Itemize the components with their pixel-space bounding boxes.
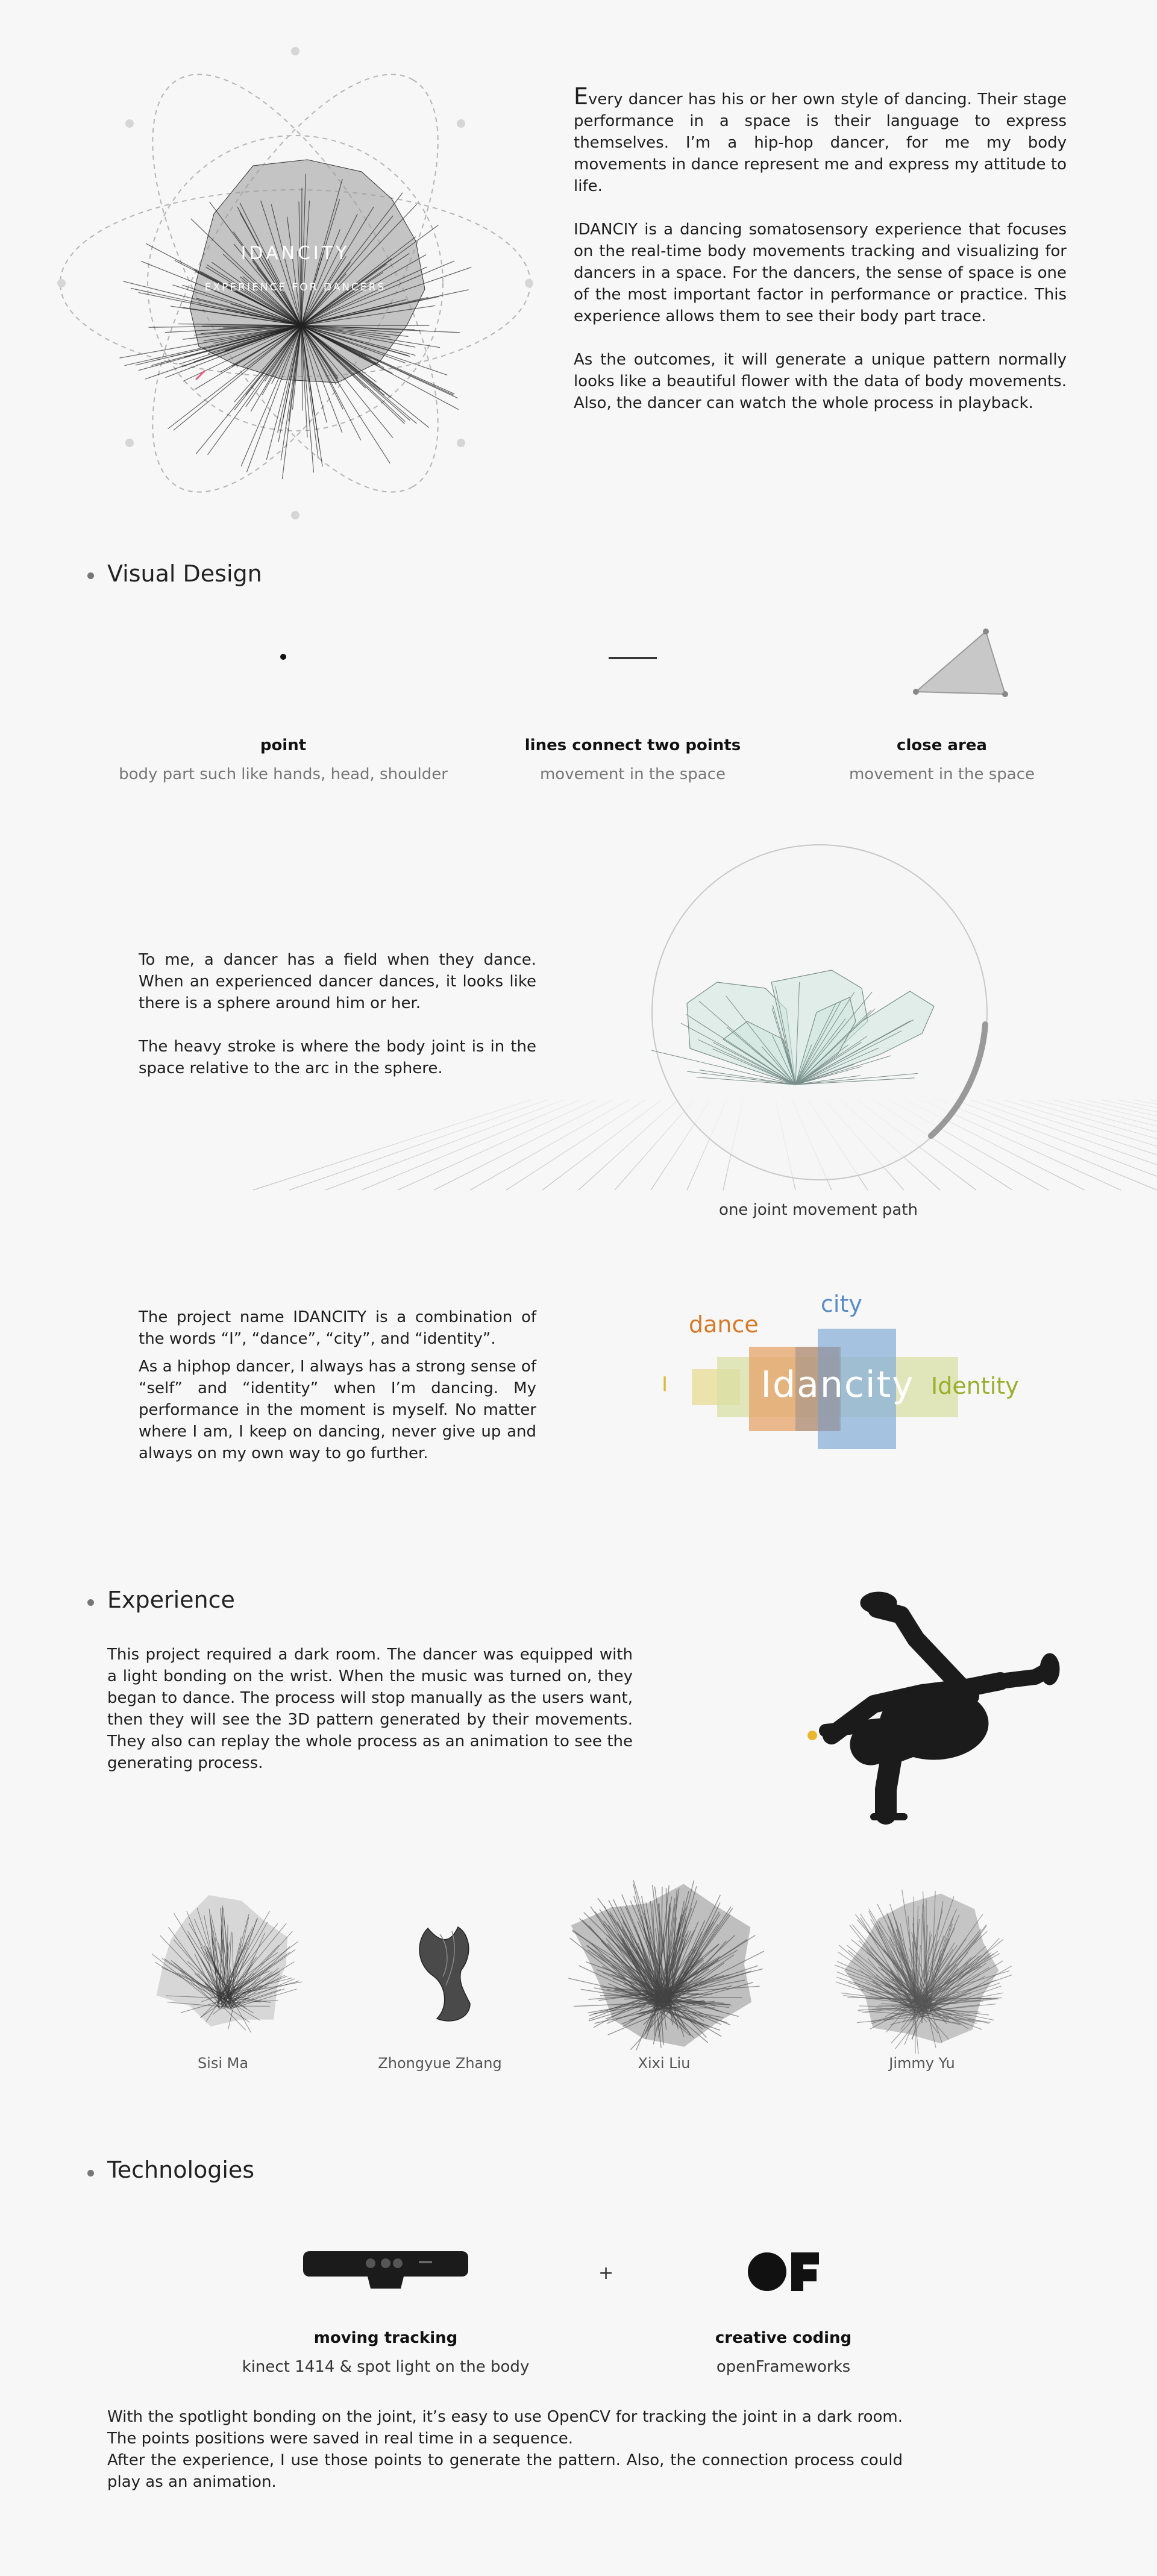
- orbit-logo-graphic: [54, 42, 536, 524]
- intro-paragraph: [574, 83, 1067, 197]
- dancer-name: Sisi Ma: [197, 2055, 249, 2072]
- breakdancer-silhouette: [789, 1573, 1067, 1826]
- intro-paragraph-3: As the outcomes, it will generate a unique pattern normally looks like a beautiful flower with the data of body movements. Also, the dancer can watch the whole process in playback.: [574, 351, 1067, 412]
- dancer-patterns: [0, 1856, 1157, 2097]
- hero-logo: [54, 42, 536, 524]
- experience-title: Experience: [107, 1587, 235, 1613]
- tech-left-subtitle: kinect 1414 & spot light on the body: [242, 2358, 530, 2376]
- dancer-name: Xixi Liu: [638, 2055, 691, 2072]
- experience-paragraph: This project required a dark room. The dancer was equipped with a light bonding on the wrist. When the music was turned on, they began to dance. The process will stop manually as the users want, then they will see the 3D pattern generated by their movements. They also can replay the whole process as an animation to see the generating process.: [107, 1646, 633, 1772]
- tech-paragraph-2: After the experience, I use those points to generate the pattern. Also, the connection process could play as an animation.: [107, 2451, 903, 2491]
- sphere-diagram: [362, 841, 1157, 1202]
- vd-item-subtitle-point: body part such like hands, head, shoulder: [119, 765, 448, 783]
- pattern-jimmy-yu: [835, 1890, 1012, 2054]
- triangle-icon: [904, 621, 1012, 705]
- pattern-zhongyue-zhang: [419, 1927, 470, 2021]
- vd-item-title-point: point: [260, 736, 307, 754]
- kinect-icon: [298, 2248, 473, 2296]
- word-identity: Identity: [931, 1373, 1019, 1399]
- tech-right-title: creative coding: [715, 2329, 852, 2347]
- tech-right-subtitle: openFrameworks: [716, 2358, 851, 2376]
- sphere-paragraph-1: To me, a dancer has a field when they dance. When an experienced dancer dances, it looks like there is a sphere around him or her.: [139, 951, 536, 1012]
- pattern-graphics: [0, 1856, 1157, 2055]
- visual-design-title: Visual Design: [107, 560, 262, 587]
- intro-text: very dancer has his or her own style of dancing. Their stage performance in a space is their language to express themselves. I’m a hip-hop dancer, for me my body movements in dance represent me and express my attitude to life.: [574, 90, 1067, 195]
- name-paragraph-2: As a hiphop dancer, I always has a strong sense of “self” and “identity” when I’m dancing. My performance in the moment is myself. No matter where I am, I keep on dancing, never give up and always on my own way to go further.: [139, 1358, 536, 1462]
- word-city: city: [821, 1291, 862, 1317]
- intro-drop-cap: E: [574, 83, 589, 110]
- line-icon: [606, 655, 660, 661]
- intro-paragraph-2: IDANCIY is a dancing somatosensory experience that focuses on the real-time body movements tracking and visualizing for dancers in a space. For the dancers, the sense of space is one of the most important factor in performance or practice. This experience allows them to see their body part trace.: [574, 221, 1067, 325]
- point-icon: [277, 651, 289, 663]
- section-bullet: [87, 2170, 94, 2176]
- tech-text: [107, 2406, 903, 2493]
- pattern-xixi-liu: [568, 1880, 763, 2050]
- name-paragraph-1: The project name IDANCITY is a combination of the words “I”, “dance”, “city”, and “identity”.: [139, 1308, 536, 1348]
- logo-title: IDANCITY: [240, 243, 350, 264]
- tech-paragraph-1: With the spotlight bonding on the joint, it’s easy to use OpenCV for tracking the joint in a dark room. The points positions were saved in real time in a sequence.: [107, 2408, 903, 2448]
- intro-block: [574, 83, 1067, 414]
- vd-item-title-line: lines connect two points: [524, 736, 741, 754]
- word-dance: dance: [689, 1311, 759, 1338]
- section-bullet: [87, 572, 94, 579]
- word-idancity: Idancity: [760, 1364, 915, 1406]
- section-bullet: [87, 1599, 94, 1606]
- openframeworks-icon: [744, 2248, 823, 2296]
- vd-item-title-area: close area: [897, 736, 987, 754]
- vd-item-subtitle-line: movement in the space: [539, 765, 726, 783]
- plus-sign: +: [598, 2263, 614, 2284]
- dancer-name: Jimmy Yu: [889, 2055, 955, 2072]
- tech-left-title: moving tracking: [313, 2329, 458, 2347]
- sphere-caption: one joint movement path: [719, 1201, 918, 1219]
- vd-item-subtitle-area: movement in the space: [848, 765, 1035, 783]
- logo-subtitle: EXPERIENCE FOR DANCERS: [204, 281, 386, 293]
- name-text: [139, 1306, 536, 1464]
- dancer-name: Zhongyue Zhang: [378, 2055, 502, 2072]
- word-i: I: [662, 1373, 668, 1397]
- pattern-sisi-ma: [152, 1895, 302, 2032]
- sphere-paragraph-2: The heavy stroke is where the body joint is in the space relative to the arc in the sphere.: [139, 1038, 536, 1077]
- name-diagram: [651, 1283, 1036, 1464]
- technologies-title: Technologies: [107, 2157, 255, 2183]
